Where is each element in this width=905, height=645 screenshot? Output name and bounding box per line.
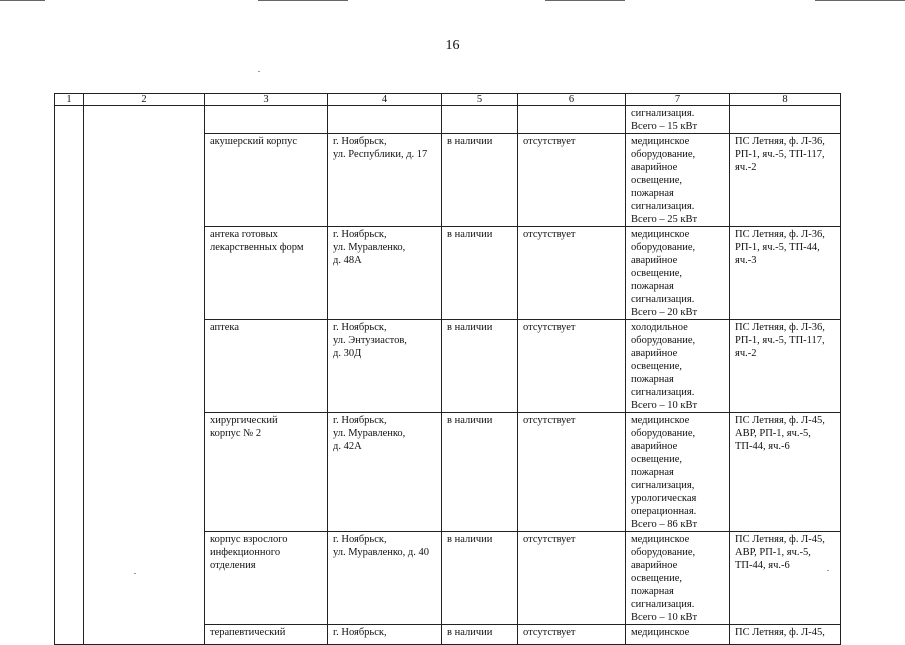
object-cell: акушерский корпус: [205, 134, 328, 227]
address-cell: г. Ноябрьск, ул. Муравленко, д. 40: [328, 532, 442, 625]
documents-cell: [442, 106, 518, 134]
source-cell: ПС Летняя, ф. Л-45, АВР, РП-1, яч.-5, ТП-44, яч.-6: [730, 532, 841, 625]
column-number: 6: [518, 94, 626, 106]
equipment-cell: отсутствует: [518, 413, 626, 532]
load-cell: медицинское оборудование, аварийное освещение, пожарная сигнализация, урологическая операционная. Всего – 86 кВт: [626, 413, 730, 532]
equipment-cell: отсутствует: [518, 625, 626, 645]
address-cell: г. Ноябрьск, ул. Энтузиастов, д. 30Д: [328, 320, 442, 413]
address-cell: г. Ноябрьск, ул. Муравленко, д. 42А: [328, 413, 442, 532]
equipment-cell: отсутствует: [518, 227, 626, 320]
load-cell: холодильное оборудование, аварийное освещение, пожарная сигнализация. Всего – 10 кВт: [626, 320, 730, 413]
scan-edge-line: [815, 0, 905, 1]
load-cell: медицинское оборудование, аварийное освещение, пожарная сигнализация. Всего – 20 кВт: [626, 227, 730, 320]
load-cell: медицинское оборудование, аварийное освещение, пожарная сигнализация. Всего – 10 кВт: [626, 532, 730, 625]
documents-cell: в наличии: [442, 227, 518, 320]
page-number: 16: [445, 38, 460, 53]
source-cell: ПС Летняя, ф. Л-36, РП-1, яч.-5, ТП-117, яч.-2: [730, 134, 841, 227]
load-cell: медицинское: [626, 625, 730, 645]
column-number: 5: [442, 94, 518, 106]
column-number: 4: [328, 94, 442, 106]
documents-cell: в наличии: [442, 320, 518, 413]
object-cell: хирургический корпус № 2: [205, 413, 328, 532]
scan-edge-line: [545, 0, 625, 1]
column-number: 8: [730, 94, 841, 106]
merged-cell-col1: [55, 106, 84, 645]
scan-speck: [258, 71, 260, 72]
column-number-row: [55, 94, 841, 106]
equipment-cell: отсутствует: [518, 134, 626, 227]
scan-edge-line: [0, 0, 45, 1]
source-cell: ПС Летняя, ф. Л-45, АВР, РП-1, яч.-5, ТП-44, яч.-6: [730, 413, 841, 532]
equipment-cell: отсутствует: [518, 320, 626, 413]
equipment-cell: отсутствует: [518, 532, 626, 625]
address-cell: г. Ноябрьск, ул. Муравленко, д. 48А: [328, 227, 442, 320]
merged-cell-col2: [84, 106, 205, 645]
column-number: 3: [205, 94, 328, 106]
object-cell: терапевтический: [205, 625, 328, 645]
source-cell: ПС Летняя, ф. Л-36, РП-1, яч.-5, ТП-117, яч.-2: [730, 320, 841, 413]
object-cell: корпус взрослого инфекционного отделения: [205, 532, 328, 625]
address-cell: г. Ноябрьск, ул. Республики, д. 17: [328, 134, 442, 227]
table-row: [55, 106, 841, 134]
load-cell: сигнализация. Всего – 15 кВт: [626, 106, 730, 134]
column-number: 2: [84, 94, 205, 106]
column-number: 1: [55, 94, 84, 106]
address-cell: г. Ноябрьск,: [328, 625, 442, 645]
source-cell: [730, 106, 841, 134]
address-cell: [328, 106, 442, 134]
object-cell: аптека: [205, 320, 328, 413]
source-cell: ПС Летняя, ф. Л-45,: [730, 625, 841, 645]
load-cell: медицинское оборудование, аварийное освещение, пожарная сигнализация. Всего – 25 кВт: [626, 134, 730, 227]
object-cell: [205, 106, 328, 134]
documents-cell: в наличии: [442, 532, 518, 625]
documents-cell: в наличии: [442, 134, 518, 227]
data-table: [54, 93, 841, 645]
documents-cell: в наличии: [442, 625, 518, 645]
source-cell: ПС Летняя, ф. Л-36, РП-1, яч.-5, ТП-44, яч.-3: [730, 227, 841, 320]
equipment-cell: [518, 106, 626, 134]
column-number: 7: [626, 94, 730, 106]
scan-edge-line: [258, 0, 348, 1]
documents-cell: в наличии: [442, 413, 518, 532]
object-cell: антека готовых лекарственных форм: [205, 227, 328, 320]
